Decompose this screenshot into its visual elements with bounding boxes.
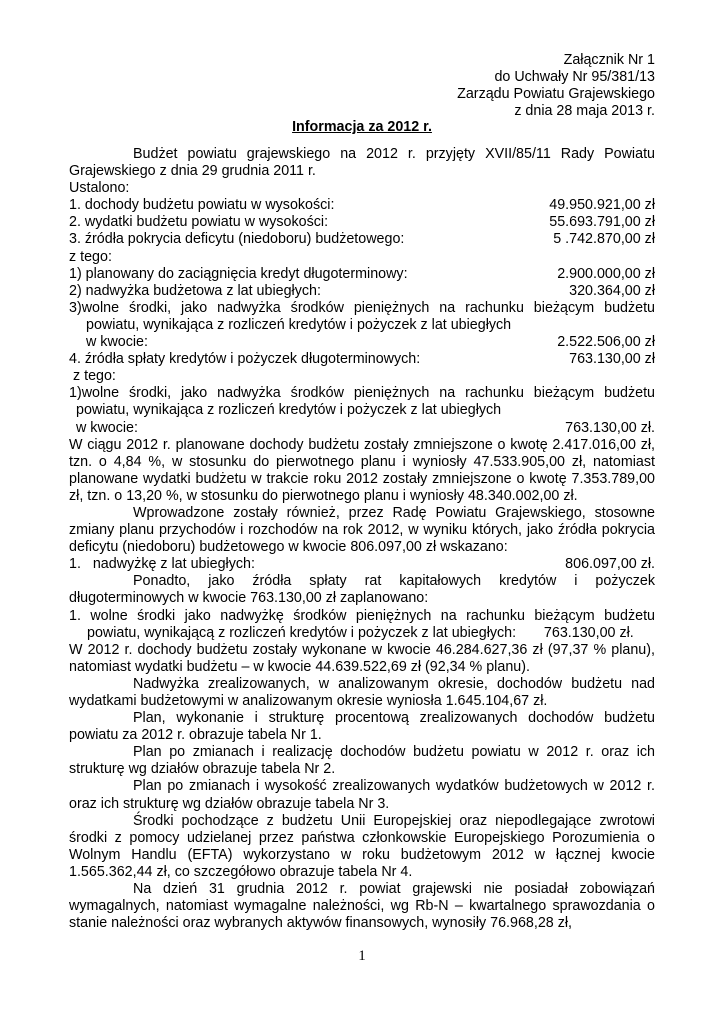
surplus-paragraph: Nadwyżka zrealizowanych, w analizowanym okresie, dochodów budżetu nad wydatkami budżetowymi w analizowanym okresie wyniosła 1.645.104,67 zł. xyxy=(69,675,655,709)
budget-item-1 xyxy=(69,197,655,214)
budget-item-label: 3. źródła pokrycia deficytu (niedoboru) budżetowego: xyxy=(69,231,405,248)
repayment-source-label: w kwocie: xyxy=(76,419,138,436)
budget-item-label: 4. źródła spłaty kredytów i pożyczek długoterminowych: xyxy=(69,351,421,368)
budget-item-label: 2. wydatki budżetu powiatu w wysokości: xyxy=(69,214,329,231)
execution-paragraph: W 2012 r. dochody budżetu zostały wykonane w kwocie 46.284.627,36 zł (97,37 % planu), natomiast wydatki budżetu – w kwocie 44.639.522,69 zł (92,34 % planu). xyxy=(69,641,655,675)
header-line-2: do Uchwały Nr 95/381/13 xyxy=(494,69,655,85)
document-title: Informacja za 2012 r. xyxy=(292,119,432,135)
free-funds-value: 763.130,00 zł. xyxy=(543,624,634,641)
budget-item-4 xyxy=(69,351,655,368)
repayment-source-value: 763.130,00 zł. xyxy=(565,419,655,436)
budget-item-value: 49.950.921,00 zł xyxy=(549,197,655,214)
free-funds-item xyxy=(69,608,655,642)
header-line-4: z dnia 28 maja 2013 r. xyxy=(514,103,655,119)
deficit-source-label: w kwocie: xyxy=(86,334,148,351)
z-tego-label: z tego: xyxy=(69,248,112,265)
page-number: 1 xyxy=(358,948,366,964)
attachment-header xyxy=(457,52,655,120)
deficit-source-3 xyxy=(69,334,655,351)
budget-item-value: 5 .742.870,00 zł xyxy=(553,231,655,248)
deficit-source-value: 320.364,00 zł xyxy=(569,282,655,299)
header-line-1: Załącznik Nr 1 xyxy=(563,52,655,68)
table-2-paragraph: Plan po zmianach i realizację dochodów budżetu powiatu w 2012 r. oraz ich strukturę wg działów obrazuje tabela Nr 2. xyxy=(69,744,655,778)
z-tego-label: z tego: xyxy=(69,368,116,385)
deficit-source-2 xyxy=(69,283,655,300)
deficit-source-value: 2.522.506,00 zł xyxy=(557,334,655,351)
deficit-source-label: 2) nadwyżka budżetowa z lat ubiegłych: xyxy=(69,282,321,299)
repayment-source-amount xyxy=(69,420,655,437)
moreover-paragraph: Ponadto, jako źródła spłaty rat kapitałowych kredytów i pożyczek długoterminowych w kwocie 763.130,00 zł zaplanowano: xyxy=(69,573,655,607)
budget-item-2 xyxy=(69,214,655,231)
eu-funds-paragraph: Środki pochodzące z budżetu Unii Europejskiej oraz niepodlegające zwrotowi środki z pomocy udzielanej przez państwa członkowskie Europejskiego Porozumienia o Wolnym Handlu (EFTA) wykorzystano w roku budżetowym 2012 w łącznej kwocie 1.565.362,44 zł, co szczegółowo obrazuje tabela Nr 4. xyxy=(69,812,655,880)
table-1-paragraph: Plan, wykonanie i strukturę procentową zrealizowanych dochodów budżetu powiatu za 2012 r. obrazuje tabela Nr 1. xyxy=(69,710,655,744)
budget-item-value: 55.693.791,00 zł xyxy=(549,214,655,231)
budget-item-3 xyxy=(69,231,655,248)
budget-item-label: 1. dochody budżetu powiatu w wysokości: xyxy=(69,197,335,214)
ustalono-label: Ustalono: xyxy=(69,180,130,197)
deficit-source-3-text: 3)wolne środki, jako nadwyżka środków pieniężnych na rachunku bieżącym budżetu powiatu, wynikająca z rozliczeń kredytów i pożyczek z lat ubiegłych xyxy=(69,299,655,333)
repayment-source-text: 1)wolne środki, jako nadwyżka środków pieniężnych na rachunku bieżącym budżetu powiatu, wynikająca z rozliczeń kredytów i pożyczek z lat ubiegłych xyxy=(69,385,655,419)
free-funds-text: 1. wolne środki jako nadwyżkę środków pieniężnych na rachunku bieżącym budżetu powiatu, wynikającą z rozliczeń kredytów i pożyczek z lat ubiegłych: xyxy=(69,607,655,641)
year-end-paragraph: Na dzień 31 grudnia 2012 r. powiat grajewski nie posiadał zobowiązań wymagalnych, natomiast wymagalne należności, wg Rb-N – kwartalnego sprawozdania o stanie należności oraz wybranych aktywów finansowych, wynosiły 76.968,28 zł, xyxy=(69,881,655,932)
surplus-row xyxy=(69,556,655,573)
document-body xyxy=(69,146,655,932)
deficit-source-label: 1) planowany do zaciągnięcia kredyt długoterminowy: xyxy=(69,265,408,282)
surplus-value: 806.097,00 zł. xyxy=(565,556,655,573)
budget-item-value: 763.130,00 zł xyxy=(569,351,655,368)
intro-paragraph: Budżet powiatu grajewskiego na 2012 r. przyjęty XVII/85/11 Rady Powiatu Grajewskiego z dnia 29 grudnia 2011 r. xyxy=(69,146,655,180)
deficit-source-value: 2.900.000,00 zł xyxy=(557,265,655,282)
surplus-label: 1. nadwyżkę z lat ubiegłych: xyxy=(69,556,255,573)
deficit-source-1 xyxy=(69,266,655,283)
table-3-paragraph: Plan po zmianach i wysokość zrealizowanych wydatków budżetowych w 2012 r. oraz ich strukturę wg działów obrazuje tabela Nr 3. xyxy=(69,778,655,812)
changes-paragraph: W ciągu 2012 r. planowane dochody budżetu zostały zmniejszone o kwotę 2.417.016,00 zł, tzn. o 4,84 %, w stosunku do pierwotnego planu i wyniosły 47.533.905,00 zł, natomiast planowane wydatki budżetu w trakcie roku 2012 zostały zmniejszone o kwotę 7.353.789,00 zł, tzn. o 13,20 %, w stosunku do pierwotnego planu i wyniosły 48.340.002,00 zł. xyxy=(69,436,655,504)
council-changes-paragraph: Wprowadzone zostały również, przez Radę Powiatu Grajewskiego, stosowne zmiany planu przychodów i rozchodów na rok 2012, w wyniku których, jako źródła pokrycia deficytu (niedoboru) budżetowego w kwocie 806.097,00 zł wskazano: xyxy=(69,504,655,556)
header-line-3: Zarządu Powiatu Grajewskiego xyxy=(457,86,655,102)
